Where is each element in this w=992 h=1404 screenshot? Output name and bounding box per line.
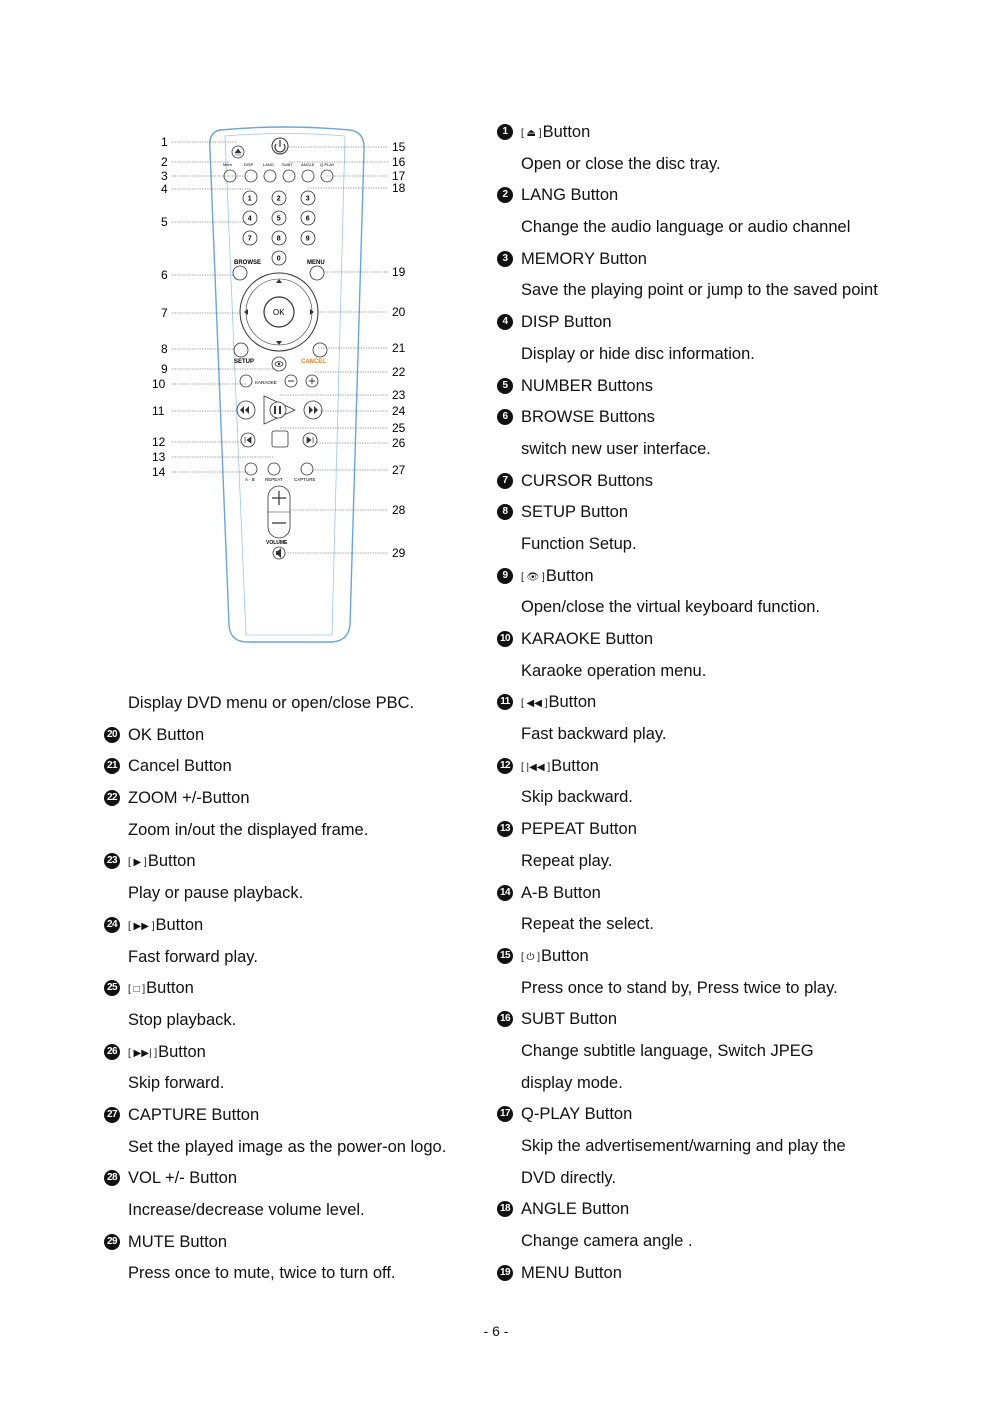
- left-column-list: [104, 690, 484, 1292]
- item-number-badge: 3: [497, 251, 513, 267]
- item-number-badge: 26: [104, 1044, 120, 1060]
- numbered-item: [497, 689, 937, 721]
- item-text: MENU Button: [521, 1263, 622, 1282]
- item-text: ANGLE Button: [521, 1200, 630, 1219]
- digit-1-label: 1: [247, 195, 252, 203]
- item-number-badge: 11: [497, 694, 513, 710]
- numbered-item: [104, 1165, 484, 1197]
- number-pad: [243, 191, 315, 265]
- description-line: [104, 690, 484, 722]
- description-line: [497, 848, 937, 880]
- description-line: [497, 1070, 937, 1102]
- item-number-badge: 7: [497, 473, 513, 489]
- item-text: Stop playback.: [128, 1010, 237, 1029]
- callout-label-19: 19: [392, 265, 406, 279]
- item-number-badge: 24: [104, 917, 120, 933]
- item-text: Repeat play.: [521, 851, 613, 870]
- repeat-label: REPEAT: [265, 477, 283, 482]
- callout-label-5: 5: [161, 215, 168, 229]
- callout-label-1: 1: [161, 135, 168, 149]
- item-number-badge: 13: [497, 821, 513, 837]
- item-text: [ ⏻ ]Button: [521, 946, 589, 965]
- numbered-item: [497, 753, 937, 785]
- description-line: [497, 1133, 937, 1165]
- numbered-item: [497, 626, 937, 658]
- item-number-badge: 23: [104, 853, 120, 869]
- callout-label-2: 2: [161, 155, 168, 169]
- setup-label: SETUP: [234, 359, 255, 365]
- subt-button: [283, 170, 295, 182]
- item-text: SUBT Button: [521, 1010, 617, 1029]
- callout-label-28: 28: [392, 503, 406, 517]
- numbered-item: [104, 785, 484, 817]
- numbered-item: [497, 499, 937, 531]
- description-line: [497, 531, 937, 563]
- numbered-item: [104, 848, 484, 880]
- item-text: Skip forward.: [128, 1074, 225, 1093]
- item-text: Fast backward play.: [521, 725, 667, 744]
- callout-label-7: 7: [161, 306, 168, 320]
- numbered-item: [104, 1229, 484, 1261]
- callout-label-25: 25: [392, 421, 406, 435]
- callout-label-20: 20: [392, 305, 406, 319]
- qplay-label: Q-PLAY: [320, 162, 335, 167]
- item-text: [ ▶▶| ]Button: [128, 1042, 206, 1061]
- item-number-badge: 5: [497, 378, 513, 394]
- item-number-badge: 20: [104, 727, 120, 743]
- item-text: MEMORY Button: [521, 249, 647, 268]
- item-text: KARAOKE Button: [521, 630, 654, 648]
- numbered-item: [497, 563, 937, 595]
- item-number-badge: 14: [497, 885, 513, 901]
- subt-label: SUBT: [282, 162, 293, 167]
- item-text: CURSOR Buttons: [521, 471, 654, 490]
- numbered-item: [497, 816, 937, 848]
- callout-label-27: 27: [392, 463, 406, 477]
- item-text: [ ⏏ ]Button: [521, 123, 591, 141]
- description-line: [497, 1228, 937, 1260]
- button-symbol-icon: [ ◀◀ ]: [521, 698, 548, 710]
- description-line: [104, 1007, 484, 1039]
- button-symbol-icon: [ ▶▶| ]: [128, 1047, 158, 1059]
- numbered-item: [497, 1260, 937, 1292]
- item-number-badge: 27: [104, 1107, 120, 1123]
- item-number-badge: 22: [104, 790, 120, 806]
- item-text: Function Setup.: [521, 534, 637, 553]
- item-text: display mode.: [521, 1073, 623, 1092]
- item-number-badge: 21: [104, 758, 120, 774]
- item-text: Open/close the virtual keyboard function.: [521, 598, 821, 617]
- description-line: [497, 214, 937, 246]
- menu-label: MENU: [307, 260, 325, 266]
- button-symbol-icon: [ ⏏ ]: [521, 128, 542, 139]
- capture-label: CAPTURE: [294, 477, 316, 482]
- item-number-badge: 2: [497, 187, 513, 203]
- description-line: [104, 817, 484, 849]
- button-symbol-icon: [ 👁 ]: [521, 571, 545, 583]
- item-number-badge: 10: [497, 631, 513, 647]
- callout-label-24: 24: [392, 404, 406, 418]
- item-text: CAPTURE Button: [128, 1105, 260, 1124]
- digit-7-label: 7: [247, 235, 252, 243]
- callout-label-23: 23: [392, 388, 406, 402]
- description-line: [104, 1197, 484, 1229]
- right-column-list: [497, 119, 937, 1291]
- item-text: [ 👁 ]Button: [521, 566, 594, 585]
- item-text: switch new user interface.: [521, 439, 711, 458]
- numbered-item: [497, 309, 937, 341]
- description-line: [104, 880, 484, 912]
- callout-label-26: 26: [392, 436, 406, 450]
- button-symbol-icon: [ □ ]: [128, 984, 146, 996]
- description-line: [104, 944, 484, 976]
- callout-label-10: 10: [152, 377, 166, 391]
- callout-label-15: 15: [392, 140, 406, 154]
- callout-label-13: 13: [152, 450, 166, 464]
- item-text: Change subtitle language, Switch JPEG: [521, 1041, 814, 1060]
- remote-control-illustration: [150, 120, 420, 650]
- item-text: Skip the advertisement/warning and play the: [521, 1137, 846, 1155]
- item-number-badge: 28: [104, 1170, 120, 1186]
- item-text: LANG Button: [521, 186, 619, 205]
- item-text: BROWSE Buttons: [521, 408, 655, 427]
- page-number: - 6 -: [483, 1323, 509, 1339]
- item-number-badge: 19: [497, 1265, 513, 1281]
- item-number-badge: 15: [497, 948, 513, 964]
- mem-label: Mem: [223, 162, 232, 167]
- item-text: Display or hide disc information.: [521, 344, 755, 363]
- item-text: Play or pause playback.: [128, 884, 304, 903]
- callout-label-17: 17: [392, 169, 406, 183]
- item-text: Display DVD menu or open/close PBC.: [128, 694, 415, 712]
- item-text: Fast forward play.: [128, 947, 258, 966]
- item-text: Change the audio language or audio channel: [521, 218, 851, 237]
- callout-label-21: 21: [392, 341, 406, 355]
- item-text: [ ▶ ]Button: [128, 852, 196, 871]
- digit-4-label: 4: [247, 215, 252, 223]
- numbered-item: [104, 1102, 484, 1134]
- numbered-item: [104, 1039, 484, 1071]
- callout-label-8: 8: [161, 342, 168, 356]
- digit-2-label: 2: [276, 195, 281, 203]
- description-line: [497, 151, 937, 183]
- item-text: [ |◀◀ ]Button: [521, 756, 599, 775]
- description-line: [104, 1134, 484, 1166]
- description-line: [497, 436, 937, 468]
- item-number-badge: 1: [497, 124, 513, 140]
- description-line: [497, 784, 937, 816]
- item-number-badge: 17: [497, 1106, 513, 1122]
- item-text: MUTE Button: [128, 1232, 228, 1251]
- item-number-badge: 6: [497, 409, 513, 425]
- angle-label: ANGLE: [301, 162, 315, 167]
- item-number-badge: 12: [497, 758, 513, 774]
- description-line: [497, 911, 937, 943]
- callout-label-6: 6: [161, 268, 168, 282]
- button-symbol-icon: [ ⏻ ]: [521, 951, 541, 963]
- item-text: DVD directly.: [521, 1168, 617, 1187]
- callout-label-22: 22: [392, 365, 406, 379]
- item-text: DISP Button: [521, 313, 612, 332]
- item-text: OK Button: [128, 725, 205, 744]
- description-line: [104, 1260, 484, 1292]
- cancel-label: CANCEL: [301, 359, 326, 365]
- item-number-badge: 18: [497, 1201, 513, 1217]
- item-text: A-B Button: [521, 883, 601, 902]
- item-text: Set the played image as the power-on logo.: [128, 1137, 447, 1156]
- item-text: Q-PLAY Button: [521, 1105, 633, 1124]
- numbered-item: [497, 246, 937, 278]
- digit-6-label: 6: [305, 215, 310, 223]
- numbered-item: [497, 468, 937, 500]
- numbered-item: [497, 1101, 937, 1133]
- item-text: [ ▶▶ ]Button: [128, 915, 204, 934]
- karaoke-label: KARAOKE: [255, 380, 277, 385]
- item-text: Press once to mute, twice to turn off.: [128, 1264, 396, 1283]
- numbered-item: [104, 975, 484, 1007]
- description-line: [497, 721, 937, 753]
- ok-label: OK: [273, 308, 285, 317]
- digit-3-label: 3: [305, 195, 310, 203]
- description-line: [497, 594, 937, 626]
- numbered-item: [104, 722, 484, 754]
- callout-label-9: 9: [161, 362, 168, 376]
- item-text: ZOOM +/-Button: [128, 789, 250, 808]
- callout-label-12: 12: [152, 435, 166, 449]
- item-text: Open or close the disc tray.: [521, 154, 721, 173]
- item-text: PEPEAT Button: [521, 820, 637, 839]
- item-number-badge: 4: [497, 314, 513, 330]
- button-symbol-icon: [ ▶ ]: [128, 857, 147, 869]
- item-text: SETUP Button: [521, 503, 629, 522]
- description-line: [497, 1038, 937, 1070]
- item-text: Change camera angle .: [521, 1232, 693, 1251]
- disp-label: DISP: [244, 162, 254, 167]
- numbered-item: [104, 912, 484, 944]
- button-symbol-icon: [ |◀◀ ]: [521, 761, 551, 773]
- lang-button: [264, 170, 276, 182]
- callout-label-14: 14: [152, 465, 166, 479]
- numbered-item: [497, 880, 937, 912]
- numbered-item: [104, 753, 484, 785]
- callout-label-3: 3: [161, 169, 168, 183]
- volume-label: VOLUME: [266, 540, 288, 546]
- item-number-badge: 25: [104, 980, 120, 996]
- item-number-badge: 8: [497, 504, 513, 520]
- digit-9-label: 9: [305, 235, 310, 243]
- callout-label-29: 29: [392, 546, 406, 560]
- item-text: [ ◀◀ ]Button: [521, 693, 597, 712]
- description-line: [497, 658, 937, 690]
- item-text: Repeat the select.: [521, 915, 654, 934]
- callout-label-4: 4: [161, 182, 168, 196]
- description-line: [497, 1165, 937, 1197]
- item-text: Press once to stand by, Press twice to play.: [521, 978, 838, 997]
- description-line: [104, 1070, 484, 1102]
- description-line: [497, 277, 937, 309]
- item-text: [ □ ]Button: [128, 979, 194, 998]
- item-text: Cancel Button: [128, 757, 232, 776]
- item-text: Skip backward.: [521, 788, 633, 807]
- numbered-item: [497, 404, 937, 436]
- item-number-badge: 29: [104, 1234, 120, 1250]
- digit-5-label: 5: [276, 215, 281, 223]
- numbered-item: [497, 182, 937, 214]
- item-text: Zoom in/out the displayed frame.: [128, 820, 369, 839]
- disp-button: [245, 170, 257, 182]
- item-number-badge: 9: [497, 568, 513, 584]
- callout-label-16: 16: [392, 155, 406, 169]
- numbered-item: [497, 1196, 937, 1228]
- item-text: VOL +/- Button: [128, 1169, 237, 1188]
- item-text: Increase/decrease volume level.: [128, 1201, 365, 1219]
- numbered-item: [497, 119, 937, 151]
- item-text: NUMBER Buttons: [521, 376, 654, 395]
- description-line: [497, 975, 937, 1007]
- item-text: Karaoke operation menu.: [521, 661, 707, 680]
- numbered-item: [497, 1006, 937, 1038]
- ab-label: A - B: [245, 477, 255, 482]
- description-line: [497, 341, 937, 373]
- browse-label: BROWSE: [234, 260, 261, 266]
- numbered-item: [497, 943, 937, 975]
- item-number-badge: 16: [497, 1011, 513, 1027]
- digit-8-label: 8: [276, 235, 281, 243]
- callout-label-18: 18: [392, 181, 406, 195]
- callout-label-11: 11: [152, 404, 165, 418]
- item-text: Save the playing point or jump to the saved point: [521, 281, 878, 300]
- function-button-row: [223, 162, 335, 182]
- button-symbol-icon: [ ▶▶ ]: [128, 920, 155, 932]
- digit-0-label: 0: [276, 255, 281, 263]
- angle-button: [302, 170, 314, 182]
- lang-label: LANG: [263, 162, 274, 167]
- numbered-item: [497, 373, 937, 405]
